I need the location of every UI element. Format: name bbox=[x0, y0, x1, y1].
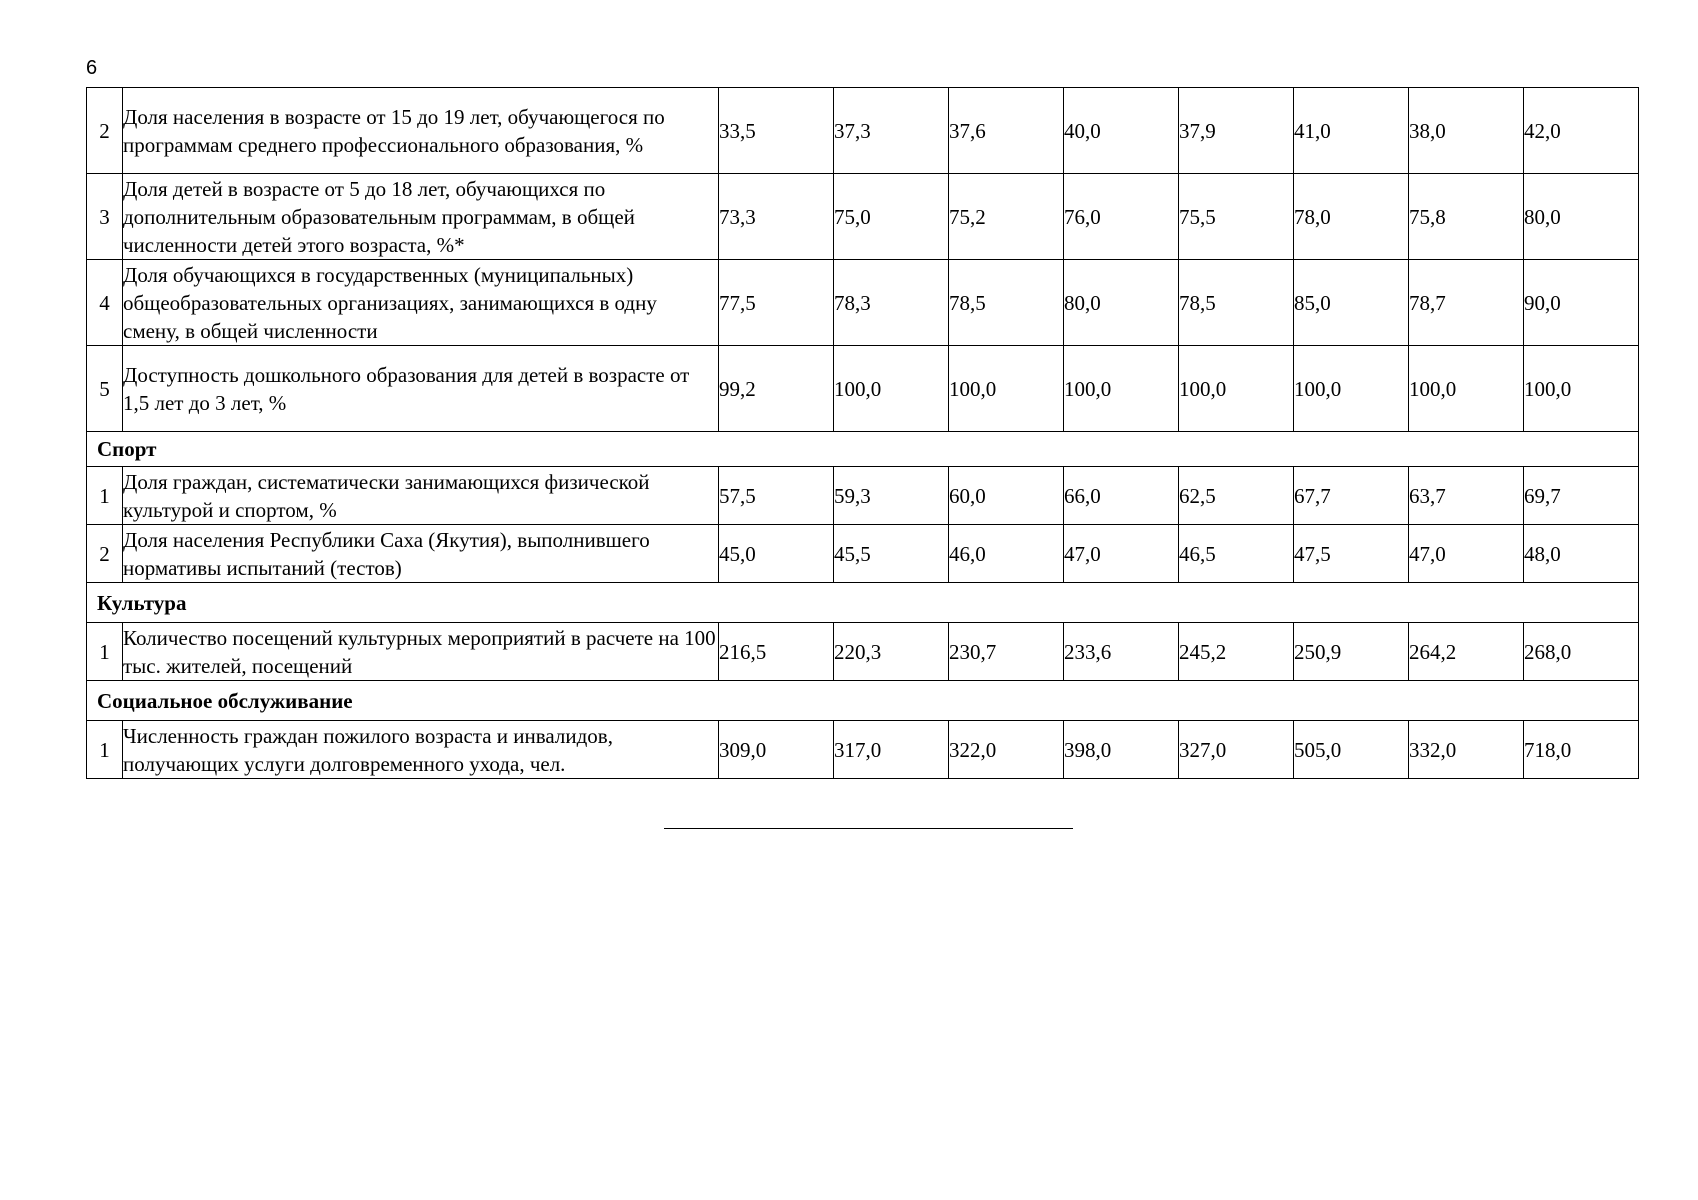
value-cell: 46,5 bbox=[1179, 525, 1294, 583]
row-number: 1 bbox=[87, 721, 123, 779]
value-cell: 40,0 bbox=[1064, 88, 1179, 174]
value-cell: 33,5 bbox=[719, 88, 834, 174]
value-cell: 100,0 bbox=[949, 346, 1064, 432]
value-cell: 80,0 bbox=[1064, 260, 1179, 346]
value-cell: 60,0 bbox=[949, 467, 1064, 525]
row-number: 1 bbox=[87, 467, 123, 525]
value-cell: 76,0 bbox=[1064, 174, 1179, 260]
indicator-name: Доля населения Республики Саха (Якутия), выполнившего нормативы испытаний (тестов) bbox=[123, 525, 719, 583]
value-cell: 100,0 bbox=[1409, 346, 1524, 432]
value-cell: 75,8 bbox=[1409, 174, 1524, 260]
table-row bbox=[87, 260, 1639, 346]
value-cell: 322,0 bbox=[949, 721, 1064, 779]
section-row bbox=[87, 432, 1639, 467]
value-cell: 45,5 bbox=[834, 525, 949, 583]
value-cell: 100,0 bbox=[1524, 346, 1639, 432]
section-row bbox=[87, 681, 1639, 721]
section-heading: Культура bbox=[87, 583, 1639, 623]
value-cell: 41,0 bbox=[1294, 88, 1409, 174]
value-cell: 220,3 bbox=[834, 623, 949, 681]
value-cell: 78,3 bbox=[834, 260, 949, 346]
indicator-name: Доля граждан, систематически занимающихся физической культурой и спортом, % bbox=[123, 467, 719, 525]
section-heading: Социальное обслуживание bbox=[87, 681, 1639, 721]
value-cell: 233,6 bbox=[1064, 623, 1179, 681]
value-cell: 59,3 bbox=[834, 467, 949, 525]
table-row bbox=[87, 346, 1639, 432]
value-cell: 317,0 bbox=[834, 721, 949, 779]
indicator-name: Доля населения в возрасте от 15 до 19 лет, обучающегося по программам среднего профессионального образования, % bbox=[123, 88, 719, 174]
value-cell: 63,7 bbox=[1409, 467, 1524, 525]
table-row bbox=[87, 525, 1639, 583]
value-cell: 398,0 bbox=[1064, 721, 1179, 779]
value-cell: 309,0 bbox=[719, 721, 834, 779]
value-cell: 230,7 bbox=[949, 623, 1064, 681]
value-cell: 37,3 bbox=[834, 88, 949, 174]
row-number: 4 bbox=[87, 260, 123, 346]
table-row bbox=[87, 174, 1639, 260]
indicator-name: Доступность дошкольного образования для детей в возрасте от 1,5 лет до 3 лет, % bbox=[123, 346, 719, 432]
table-row bbox=[87, 623, 1639, 681]
value-cell: 245,2 bbox=[1179, 623, 1294, 681]
value-cell: 78,7 bbox=[1409, 260, 1524, 346]
value-cell: 73,3 bbox=[719, 174, 834, 260]
value-cell: 100,0 bbox=[834, 346, 949, 432]
value-cell: 45,0 bbox=[719, 525, 834, 583]
value-cell: 85,0 bbox=[1294, 260, 1409, 346]
value-cell: 62,5 bbox=[1179, 467, 1294, 525]
value-cell: 505,0 bbox=[1294, 721, 1409, 779]
row-number: 2 bbox=[87, 88, 123, 174]
value-cell: 38,0 bbox=[1409, 88, 1524, 174]
value-cell: 75,2 bbox=[949, 174, 1064, 260]
value-cell: 37,6 bbox=[949, 88, 1064, 174]
value-cell: 332,0 bbox=[1409, 721, 1524, 779]
value-cell: 99,2 bbox=[719, 346, 834, 432]
value-cell: 100,0 bbox=[1179, 346, 1294, 432]
value-cell: 66,0 bbox=[1064, 467, 1179, 525]
value-cell: 268,0 bbox=[1524, 623, 1639, 681]
page-number: 6 bbox=[86, 57, 98, 79]
value-cell: 69,7 bbox=[1524, 467, 1639, 525]
value-cell: 46,0 bbox=[949, 525, 1064, 583]
indicator-name: Доля обучающихся в государственных (муниципальных) общеобразовательных организациях, занимающихся в одну смену, в общей численности bbox=[123, 260, 719, 346]
value-cell: 100,0 bbox=[1294, 346, 1409, 432]
end-separator-line bbox=[664, 828, 1073, 829]
value-cell: 47,5 bbox=[1294, 525, 1409, 583]
table-row bbox=[87, 721, 1639, 779]
value-cell: 57,5 bbox=[719, 467, 834, 525]
row-number: 3 bbox=[87, 174, 123, 260]
value-cell: 264,2 bbox=[1409, 623, 1524, 681]
indicator-name: Количество посещений культурных мероприятий в расчете на 100 тыс. жителей, посещений bbox=[123, 623, 719, 681]
row-number: 1 bbox=[87, 623, 123, 681]
value-cell: 78,5 bbox=[949, 260, 1064, 346]
value-cell: 47,0 bbox=[1409, 525, 1524, 583]
value-cell: 80,0 bbox=[1524, 174, 1639, 260]
section-heading: Спорт bbox=[87, 432, 1639, 467]
value-cell: 67,7 bbox=[1294, 467, 1409, 525]
value-cell: 216,5 bbox=[719, 623, 834, 681]
value-cell: 75,0 bbox=[834, 174, 949, 260]
value-cell: 42,0 bbox=[1524, 88, 1639, 174]
value-cell: 78,5 bbox=[1179, 260, 1294, 346]
table-row bbox=[87, 467, 1639, 525]
value-cell: 37,9 bbox=[1179, 88, 1294, 174]
value-cell: 75,5 bbox=[1179, 174, 1294, 260]
row-number: 2 bbox=[87, 525, 123, 583]
value-cell: 718,0 bbox=[1524, 721, 1639, 779]
section-row bbox=[87, 583, 1639, 623]
table-row bbox=[87, 88, 1639, 174]
value-cell: 77,5 bbox=[719, 260, 834, 346]
row-number: 5 bbox=[87, 346, 123, 432]
value-cell: 250,9 bbox=[1294, 623, 1409, 681]
indicator-name: Численность граждан пожилого возраста и инвалидов, получающих услуги долговременного ухода, чел. bbox=[123, 721, 719, 779]
value-cell: 100,0 bbox=[1064, 346, 1179, 432]
value-cell: 78,0 bbox=[1294, 174, 1409, 260]
indicator-name: Доля детей в возрасте от 5 до 18 лет, обучающихся по дополнительным образовательным программам, в общей численности детей этого возраста, %* bbox=[123, 174, 719, 260]
value-cell: 47,0 bbox=[1064, 525, 1179, 583]
value-cell: 48,0 bbox=[1524, 525, 1639, 583]
value-cell: 327,0 bbox=[1179, 721, 1294, 779]
value-cell: 90,0 bbox=[1524, 260, 1639, 346]
indicators-table bbox=[86, 87, 1639, 779]
